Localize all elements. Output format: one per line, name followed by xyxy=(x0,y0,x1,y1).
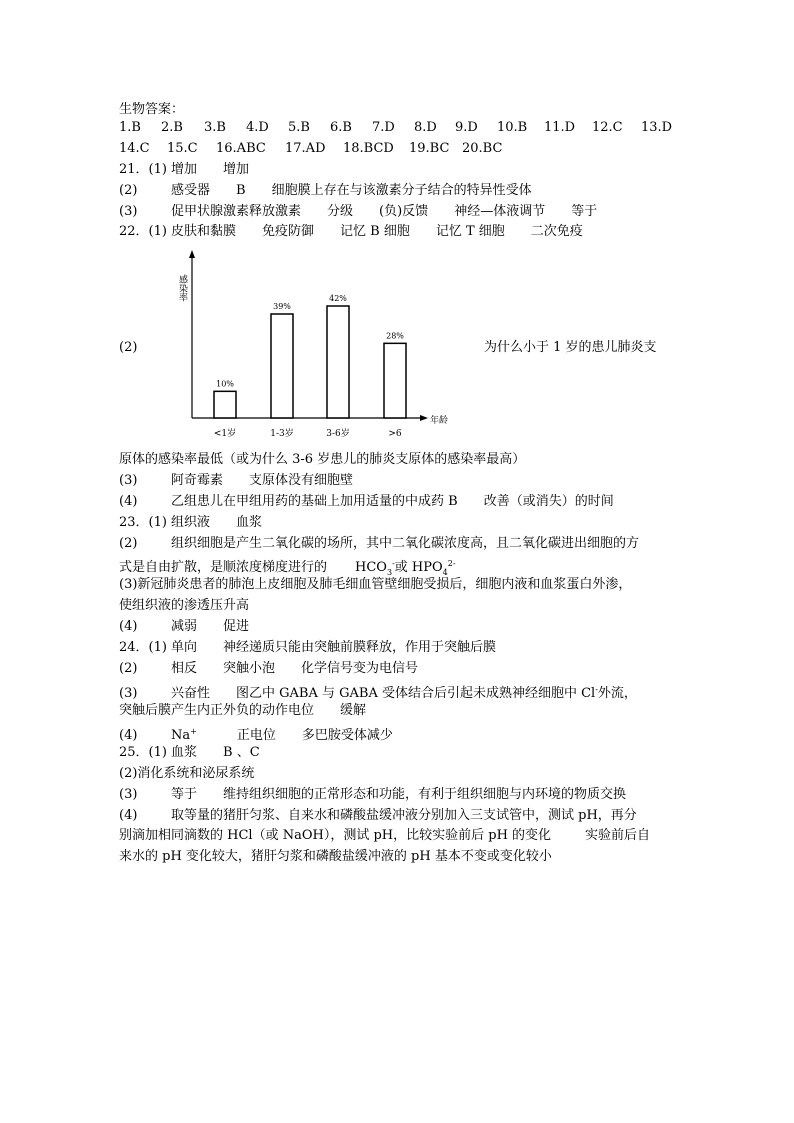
part-number: 25．(1) xyxy=(119,745,167,760)
sodium-superscript: + xyxy=(190,727,197,736)
part-number: (4) xyxy=(119,494,138,509)
x-axis-arrow-icon xyxy=(420,415,428,421)
ion-hpo4: 或 HPO xyxy=(394,560,443,576)
answer-text: 血浆 xyxy=(236,515,263,530)
q22-part2-continuation: 原体的感染率最低（或为什么 3-6 岁患儿的肺炎支原体的感染率最高） xyxy=(119,452,526,467)
q23-part2-line1 xyxy=(119,534,639,554)
answer-text: B xyxy=(236,183,246,198)
bar-value-label: 28% xyxy=(386,331,404,341)
q22-part1 xyxy=(119,222,583,242)
y-axis-label: 感染率 xyxy=(177,274,187,302)
q24-part2 xyxy=(119,659,418,679)
answer-text: 神经—体液调节 xyxy=(454,204,546,219)
answer-text: 皮肤和黏膜 xyxy=(171,224,237,239)
answer-text: 免疫防御 xyxy=(262,224,315,239)
doc-title: 生物答案： xyxy=(119,102,185,117)
bar xyxy=(327,306,349,418)
answer-text: 记忆 T 细胞 xyxy=(435,224,505,239)
part-number: 21．(1) xyxy=(119,162,167,177)
answer-text: 增加 xyxy=(223,162,250,177)
answer-item: 14.C xyxy=(119,141,150,156)
ion-superscript: 2- xyxy=(447,559,456,568)
part-number: (3) xyxy=(119,473,138,488)
answer-item: 11.D xyxy=(544,120,576,135)
q25-part2: (2)消化系统和泌尿系统 xyxy=(119,766,255,781)
q25-part4-line2 xyxy=(119,826,650,846)
answer-item: 12.C xyxy=(592,120,623,135)
answer-text: 组织液 xyxy=(171,515,211,530)
ion-superscript: - xyxy=(392,559,395,568)
x-tick-label: 1-3岁 xyxy=(270,429,294,439)
answer-item: 19.BC xyxy=(409,141,450,156)
bar-value-label: 10% xyxy=(216,379,234,389)
ion-hco3: HCO xyxy=(355,560,387,576)
y-axis-arrow-icon xyxy=(189,250,195,258)
q25-part4-line3: 来水的 pH 变化较大，猪肝匀浆和磷酸盐缓冲液的 pH 基本不变或变化较小 xyxy=(119,849,552,864)
answer-item: 10.B xyxy=(497,120,528,135)
answer-text: 维持组织细胞的正常形态和功能，有利于组织细胞与内环境的物质交换 xyxy=(223,787,627,802)
answer-text: 等于 xyxy=(571,204,598,219)
q25-part4-line1 xyxy=(119,806,637,826)
q21-part1 xyxy=(119,160,249,180)
part-number: (4) xyxy=(119,728,138,744)
answer-text: 式是自由扩散，是顺浓度梯度进行的 xyxy=(119,560,328,576)
answer-text: 正电位 xyxy=(236,728,276,744)
answer-item: 2.B xyxy=(161,120,183,135)
answer-text: 实验前后自 xyxy=(585,828,651,843)
q22-part4 xyxy=(119,492,614,512)
part-number: (4) xyxy=(119,808,138,823)
answer-text: 细胞膜上存在与该激素分子结合的特异性受体 xyxy=(271,183,532,198)
answer-item: 13.D xyxy=(641,120,673,135)
answer-item: 16.ABC xyxy=(216,141,266,156)
infection-rate-bar-chart xyxy=(170,248,460,443)
answer-text: 缓解 xyxy=(340,703,367,718)
q21-part2 xyxy=(119,181,532,201)
answer-item: 1.B xyxy=(119,120,141,135)
q22-part2-question: 为什么小于 1 岁的患儿肺炎支 xyxy=(484,340,657,355)
x-tick-label: 3-6岁 xyxy=(326,429,350,439)
ion-subscript: 3 xyxy=(386,567,393,577)
q21-part3 xyxy=(119,202,597,222)
q22-part3 xyxy=(119,471,353,491)
part-number: (4) xyxy=(119,619,138,634)
q23-part1 xyxy=(119,513,262,533)
bar xyxy=(214,391,236,418)
answer-item: 3.B xyxy=(204,120,226,135)
answer-item: 8.D xyxy=(414,120,437,135)
q23-part3-line2: 使组织液的渗透压升高 xyxy=(119,598,250,613)
answers-row-2 xyxy=(119,139,507,159)
part-number: (3) xyxy=(119,204,138,219)
answer-text: B 、C xyxy=(223,745,260,760)
x-tick-label: >6 xyxy=(388,429,402,439)
bar xyxy=(384,343,406,418)
answer-text: 记忆 B 细胞 xyxy=(340,224,410,239)
part-number: (2) xyxy=(119,536,138,551)
answer-text: 突触小泡 xyxy=(223,661,276,676)
answer-item: 17.AD xyxy=(285,141,326,156)
answer-text: 外流， xyxy=(597,686,637,702)
q24-part3-line2 xyxy=(119,701,366,721)
answer-text: 改善（或消失）的时间 xyxy=(483,494,614,509)
answer-text: 组织细胞是产生二氧化碳的场所，其中二氧化碳浓度高，且二氧化碳进出细胞的方 xyxy=(171,536,640,551)
q23-part4 xyxy=(119,617,249,637)
answer-text: 图乙中 GABA 与 GABA 受体结合后引起未成熟神经细胞中 Cl xyxy=(236,686,596,702)
q22-part2-number: (2) xyxy=(119,340,138,355)
answer-text: 兴奋性 xyxy=(171,686,211,702)
answer-item: 9.D xyxy=(455,120,478,135)
part-number: 22．(1) xyxy=(119,224,167,239)
answer-text: 促进 xyxy=(223,619,250,634)
ion-subscript: 4 xyxy=(442,567,448,577)
answer-text: 阿奇霉素 xyxy=(171,473,224,488)
sodium-text: Na xyxy=(171,728,191,744)
answer-item: 15.C xyxy=(167,141,198,156)
part-number: 23．(1) xyxy=(119,515,167,530)
part-number: (2) xyxy=(119,661,138,676)
answer-text: 减弱 xyxy=(171,619,198,634)
answer-text: 感受器 xyxy=(171,183,211,198)
part-number: (3) xyxy=(119,686,138,702)
part-number: (2) xyxy=(119,183,138,198)
answer-text: 化学信号变为电信号 xyxy=(301,661,419,676)
answer-text: 取等量的猪肝匀浆、自来水和磷酸盐缓冲液分别加入三支试管中，测试 pH，再分 xyxy=(171,808,637,823)
part-number: 24．(1) xyxy=(119,640,167,655)
answer-text: 突触后膜产生内正外负的动作电位 xyxy=(119,703,315,718)
answer-text: 分级 xyxy=(327,204,354,219)
part-number: (3) xyxy=(119,787,138,802)
answers-row-1 xyxy=(119,118,681,138)
q25-part1 xyxy=(119,743,260,763)
answer-text: 多巴胺受体减少 xyxy=(301,728,393,744)
x-axis-label: 年龄 xyxy=(430,416,449,426)
q23-part3-line1: (3)新冠肺炎患者的肺泡上皮细胞及肺毛细血管壁细胞受损后，细胞内液和血浆蛋白外渗， xyxy=(119,577,632,592)
answer-text: 相反 xyxy=(171,661,198,676)
answer-text: 支原体没有细胞壁 xyxy=(249,473,354,488)
answer-item: 4.D xyxy=(246,120,269,135)
bar-value-label: 42% xyxy=(329,294,347,303)
answer-item: 18.BCD xyxy=(343,141,394,156)
bar-value-label: 39% xyxy=(273,302,291,311)
answer-text: 神经递质只能由突触前膜释放，作用于突触后膜 xyxy=(223,640,497,655)
answer-text: 二次免疫 xyxy=(530,224,583,239)
answer-text: 别滴加相同滴数的 HCl（或 NaOH），测试 pH，比较实验前后 pH 的变化 xyxy=(119,828,552,843)
answer-text: 血浆 xyxy=(171,745,198,760)
answer-item: 20.BC xyxy=(462,141,503,156)
answer-item: 7.D xyxy=(372,120,395,135)
answer-text: 单向 xyxy=(171,640,198,655)
chloride-superscript: - xyxy=(595,685,598,694)
answer-text: 增加 xyxy=(171,162,198,177)
answer-text: (负)反馈 xyxy=(379,204,429,219)
answer-item: 5.B xyxy=(288,120,310,135)
answer-text: 等于 xyxy=(171,787,198,802)
q24-part1 xyxy=(119,638,496,658)
answer-text: 促甲状腺激素释放激素 xyxy=(171,204,302,219)
answer-text: 乙组患儿在甲组用药的基础上加用适量的中成药 B xyxy=(171,494,458,509)
bar xyxy=(271,314,293,418)
q25-part3 xyxy=(119,785,626,805)
x-tick-label: <1岁 xyxy=(213,429,237,439)
answer-item: 6.B xyxy=(330,120,352,135)
